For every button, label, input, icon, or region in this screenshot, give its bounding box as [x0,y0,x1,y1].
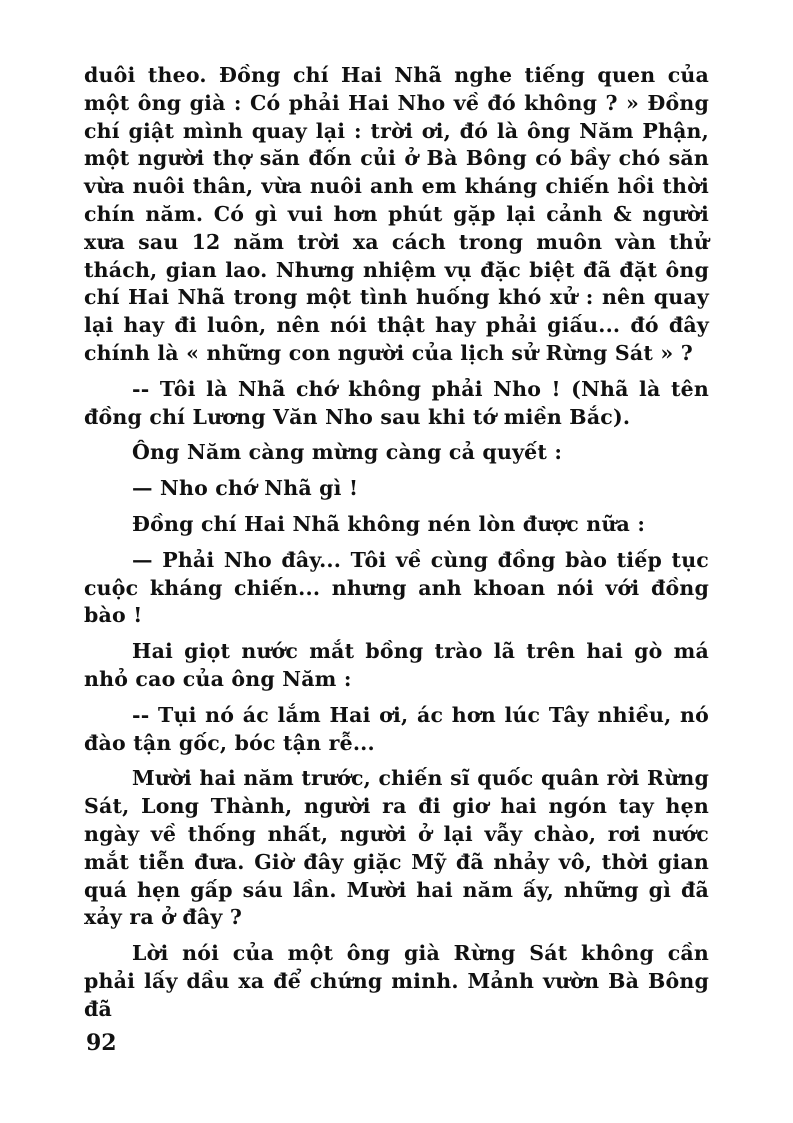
paragraph-7: Hai giọt nước mắt bồng trào lã trên hai gò má nhỏ cao của ông Năm : [84,639,709,691]
paragraph-3: Ông Năm càng mừng càng cả quyết : [132,440,563,465]
body-text [84,62,709,1024]
paragraph-2: -- Tôi là Nhã chớ không phải Nho ! (Nhã là tên đồng chí Lương Văn Nho sau khi tớ miền Bắc). [84,376,709,429]
page-number: 92 [86,1030,117,1056]
paragraph-5: Đồng chí Hai Nhã không nén lòn được nữa : [132,511,646,536]
paragraph-8: -- Tụi nó ác lắm Hai ơi, ác hơn lúc Tây nhiều, nó đào tận gốc, bóc tận rễ... [84,702,709,755]
paragraph-9: Mười hai năm trước, chiến sĩ quốc quân rời Rừng Sát, Long Thành, người ra đi giơ hai ngón tay hẹn ngày về thống nhất, người ở lại vẫy chào, rơi nước mắt tiễn đưa. Giờ đây giặc Mỹ đã nhảy vô, thời gian quá hẹn gấp sáu lần. Mười hai năm ấy, những gì đã xảy ra ở đây ? [84,766,709,930]
paragraph-10: Lời nói của một ông già Rừng Sát không cần phải lấy dầu xa để chứng minh. Mảnh vườn Bà Bông đã [84,941,709,1021]
paragraph-6: — Phải Nho đây... Tôi về cùng đồng bào tiếp tục cuộc kháng chiến... nhưng anh khoan nói với đồng bào ! [84,547,709,628]
paragraph-1: duôi theo. Đồng chí Hai Nhã nghe tiếng quen của một ông già : Có phải Hai Nho về đó không ? » Đồng chí giật mình quay lại : trời ơi, đó là ông Năm Phận, một người thợ săn đốn củi ở Bà Bông có bầy chó săn vừa nuôi thân, vừa nuôi anh em kháng chiến hồi thời chín năm. Có gì vui hơn phút gặp lại cảnh & người xưa sau 12 năm trời xa cách trong muôn vàn thử thách, gian lao. Nhưng nhiệm vụ đặc biệt đã đặt ông chí Hai Nhã trong một tình huống khó xử : nên quay lại hay đi luôn, nên nói thật hay phải giấu... đó đây chính là « những con người của lịch sử Rừng Sát » ? [84,63,709,365]
paragraph-4: — Nho chớ Nhã gì ! [132,476,359,501]
